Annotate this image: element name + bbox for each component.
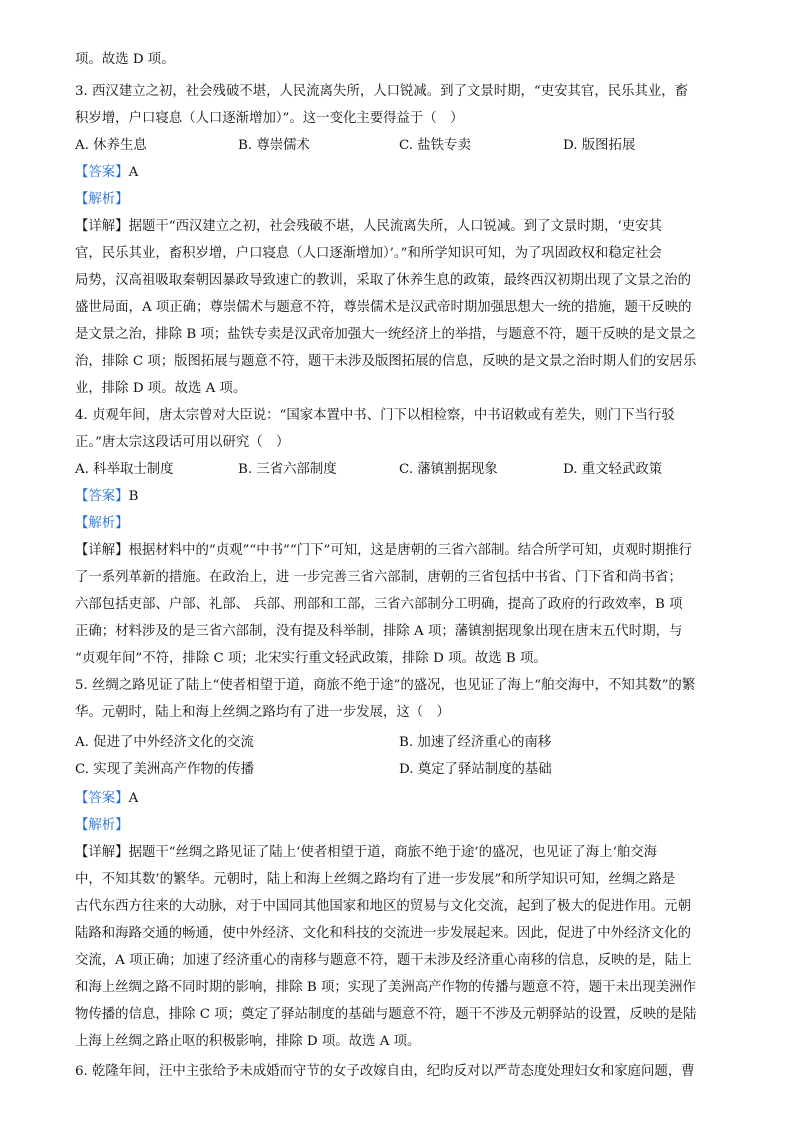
q5-stem-line-1: 5. 丝绸之路见证了陆上“使者相望于道，商旅不绝于途”的盛况，也见证了海上“舶交海中，不知其数”的繁 [75,678,696,693]
q3-detail-line-3: 局势，汉高祖吸取秦朝因暴政导致速亡的教训，采取了休养生息的政策，最终西汉初期出现了文景之治的 [75,273,691,288]
answer-tag: 【答案】 [75,165,129,180]
q3-stem-line-1: 3. 西汉建立之初，社会残破不堪，人民流离失所，人口锐减。到了文景时期，“吏安其官，民乐其业，畜 [75,84,689,99]
q4-detail-line-3: 六部包括吏部、户部、礼部、 兵部、刑部和工部，三省六部制分工明确，提高了政府的行政效率，B 项 [75,597,683,612]
q3-answer [75,163,138,183]
q5-option-c: C. 实现了美洲高产作物的传播 [75,762,254,777]
q5-detail-line-8: 上海上丝绸之路止呕的积极影响，排除 D 项。故选 A 项。 [75,1034,421,1049]
q5-detail-line-3: 古代东西方往来的大动脉，对于中国同其他国家和地区的贸易与文化交流，起到了极大的促进作用。元朝 [75,899,691,914]
q5-detail-line-2: 中，不知其数’的繁华。元朝时，陆上和海上丝绸之路均有了进一步发展”和所学知识可知，丝绸之路是 [75,872,676,887]
detail-tag: 【详解】 [75,219,129,234]
detail-tag: 【详解】 [75,845,129,860]
q3-detail-line-1: 【详解】据题干“西汉建立之初，社会残破不堪，人民流离失所，人口锐减。到了文景时期，‘吏安其 [75,219,662,234]
q5-option-d: D. 奠定了驿站制度的基础 [399,762,552,777]
q5-answer [75,789,138,809]
q3-stem-line-2: 积岁增，户口寝息（人口逐渐增加）”。这一变化主要得益于（ ） [75,111,464,126]
q6-stem-line-1: 6. 乾隆年间，汪中主张给予未成婚而守节的女子改嫁自由，纪昀反对以严苛态度处理妇女和家庭问题，曹 [75,1064,695,1079]
q4-option-c: C. 藩镇割据现象 [399,462,498,477]
q3-analysis-tag: 【解析】 [75,192,129,207]
q4-stem-line-2: 正。”唐太宗这段话可用以研究（ ） [75,435,290,450]
q2-tail: 项。故选 D 项。 [75,52,175,67]
q3-detail-line-7: 业，排除 D 项。故选 A 项。 [75,381,247,396]
answer-value: B [128,489,139,504]
q5-detail-line-5: 交流，A 项正确；加速了经济重心的南移与题意不符，题干未涉及经济重心南移的信息，反映的是，陆上 [75,953,692,968]
q3-detail-line-5: 是文景之治，排除 B 项；盐铁专卖是汉武帝加强大一统经济上的举措，与题意不符，题干反映的是文景之 [75,327,696,342]
q4-detail-line-5: “贞观年间”不符，排除 C 项；北宋实行重文轻武政策，排除 D 项。故选 B 项。 [75,651,547,666]
q4-option-d: D. 重文轻武政策 [563,462,663,477]
answer-value: A [128,165,139,180]
q5-detail-line-7: 物传播的信息，排除 C 项；奠定了驿站制度的基础与题意不符，题干不涉及元朝驿站的设置，反映的是陆 [75,1007,697,1022]
q4-option-b: B. 三省六部制度 [238,462,337,477]
q4-detail-line-1: 【详解】根据材料中的“贞观”“中书”“门下”可知，这是唐朝的三省六部制。结合所学可知，贞观时期推行 [75,543,692,558]
answer-tag: 【答案】 [75,791,129,806]
q3-detail-line-4: 盛世局面，A 项正确；尊崇儒术与题意不符，尊崇儒术是汉武帝时期加强思想大一统的措施，题干反映的 [75,300,692,315]
q4-detail-line-4: 正确；材料涉及的是三省六部制，没有提及科举制，排除 A 项；藩镇割据现象出现在唐末五代时期，与 [75,624,683,639]
q3-option-b: B. 尊崇儒术 [238,138,310,153]
q4-detail-line-2: 了一系列革新的措施。在政治上，进 一步完善三省六部制，唐朝的三省包括中书省、门下省和尚书省； [75,570,682,585]
answer-tag: 【答案】 [75,489,129,504]
q4-stem-line-1: 4. 贞观年间，唐太宗曾对大臣说：“国家本置中书、门下以相检察，中书诏敕或有差失，则门下当行驳 [75,408,675,423]
q3-detail-line-2: 官，民乐其业，畜积岁增，户口寝息（人口逐渐增加）’。”和所学知识可知，为了巩固政权和稳定社会 [75,246,662,261]
q5-detail-line-4: 陆路和海路交通的畅通，使中外经济、文化和科技的交流进一步发展起来。因此，促进了中外经济文化的 [75,926,691,941]
q4-option-a: A. 科举取士制度 [75,462,174,477]
q3-option-c: C. 盐铁专卖 [399,138,471,153]
q4-analysis-tag: 【解析】 [75,516,129,531]
answer-value: A [128,791,139,806]
detail-tag: 【详解】 [75,543,129,558]
q4-answer [75,487,138,507]
q5-option-a: A. 促进了中外经济文化的交流 [75,735,254,750]
q3-option-d: D. 版图拓展 [563,138,636,153]
q5-detail-line-1: 【详解】据题干“丝绸之路见证了陆上‘使者相望于道，商旅不绝于途’的盛况，也见证了海上‘舶交海 [75,845,658,860]
q5-option-b: B. 加速了经济重心的南移 [399,735,552,750]
q5-stem-line-2: 华。元朝时，陆上和海上丝绸之路均有了进一步发展，这（ ） [75,705,450,720]
q3-detail-line-6: 治，排除 C 项；版图拓展与题意不符，题干未涉及版图拓展的信息，反映的是文景之治时期人们的安居乐 [75,354,697,369]
q5-analysis-tag: 【解析】 [75,818,129,833]
q5-detail-line-6: 和海上丝绸之路不同时期的影响，排除 B 项；实现了美洲高产作物的传播与题意不符，题干未出现美洲作 [75,980,696,995]
q3-option-a: A. 休养生息 [75,138,147,153]
